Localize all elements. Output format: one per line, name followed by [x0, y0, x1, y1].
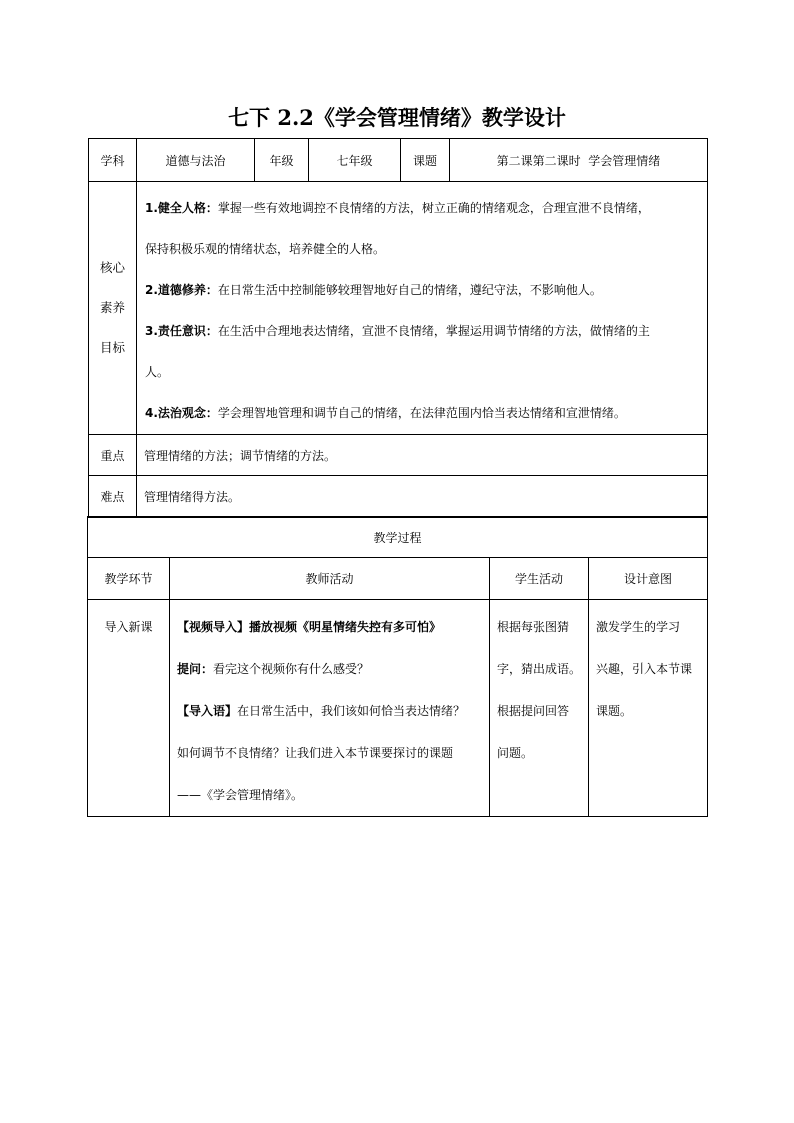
topic-label: 课题 — [401, 139, 450, 182]
process-heading-row — [88, 517, 708, 558]
stage-text: 导入新课 — [104, 620, 153, 634]
student-line: 根据每张图猜 — [497, 620, 570, 634]
grade-value: 七年级 — [309, 139, 401, 182]
goal-text: 人。 — [145, 365, 170, 379]
process-row-intro — [88, 600, 708, 817]
design-line: 兴趣，引入本节课 — [596, 662, 693, 676]
subject-value: 道德与法治 — [137, 139, 255, 182]
teacher-text: 看完这个视频你有什么感受？ — [213, 662, 370, 676]
stage-cell — [88, 600, 170, 817]
col-design-header: 设计意图 — [589, 558, 708, 600]
core-goals-content — [137, 182, 708, 435]
goal-head: 4.法治观念： — [145, 406, 218, 420]
teacher-line — [177, 774, 483, 816]
teacher-line — [177, 690, 483, 732]
col-stage-header: 教学环节 — [88, 558, 170, 600]
difficulty-text: 管理情绪得方法。 — [137, 476, 708, 518]
goal-line — [145, 229, 697, 270]
core-goals-label — [89, 182, 137, 435]
course-info-table — [88, 138, 708, 518]
goal-line — [145, 393, 697, 434]
subject-label: 学科 — [89, 139, 137, 182]
goal-text: 在生活中合理地表达情绪，宣泄不良情绪，掌握运用调节情绪的方法，做情绪的主 — [217, 324, 650, 338]
teacher-activity-cell — [170, 600, 490, 817]
goal-head: 2.道德修养： — [145, 283, 218, 297]
teacher-bold: 【导入语】 — [177, 704, 238, 718]
difficulty-label: 难点 — [89, 476, 137, 518]
key-point-row — [89, 435, 708, 476]
key-point-label: 重点 — [89, 435, 137, 476]
goal-text: 保持积极乐观的情绪状态，培养健全的人格。 — [145, 242, 386, 256]
core-goals-row — [89, 182, 708, 435]
goal-text: 在日常生活中控制能够较理智地好自己的情绪，遵纪守法，不影响他人。 — [217, 283, 602, 297]
goal-text: 掌握一些有效地调控不良情绪的方法，树立正确的情绪观念，合理宣泄不良情绪， — [217, 201, 650, 215]
goal-line — [145, 352, 697, 393]
design-intent-cell — [589, 600, 708, 817]
key-point-text: 管理情绪的方法；调节情绪的方法。 — [137, 435, 708, 476]
process-heading: 教学过程 — [88, 517, 708, 558]
teacher-line — [177, 648, 483, 690]
col-student-header: 学生活动 — [490, 558, 589, 600]
student-line: 根据提问回答 — [497, 704, 570, 718]
design-line: 激发学生的学习 — [596, 620, 681, 634]
goal-head: 3.责任意识： — [145, 324, 218, 338]
core-label-line: 核心 — [99, 260, 125, 275]
design-line: 课题。 — [596, 704, 633, 718]
document-title: 七下 2.2《学会管理情绪》教学设计 — [228, 105, 566, 130]
teaching-process-table — [87, 516, 708, 817]
teacher-line — [177, 606, 483, 648]
teacher-bold: 【视频导入】播放视频《明星情绪失控有多可怕》 — [177, 620, 442, 634]
goal-head: 1.健全人格： — [145, 201, 218, 215]
grade-label: 年级 — [255, 139, 309, 182]
difficulty-row — [89, 476, 708, 518]
goal-text: 学会理智地管理和调节自己的情绪，在法律范围内恰当表达情绪和宣泄情绪。 — [217, 406, 626, 420]
goal-line — [145, 270, 697, 311]
teacher-bold: 提问： — [177, 662, 214, 676]
teacher-line — [177, 732, 483, 774]
goal-line — [145, 188, 697, 229]
student-line: 字，猜出成语。 — [497, 662, 582, 676]
goal-line — [145, 311, 697, 352]
col-teacher-header: 教师活动 — [170, 558, 490, 600]
topic-value: 第二课第二课时 学会管理情绪 — [450, 139, 708, 182]
teacher-text: 如何调节不良情绪？让我们进入本节课要探讨的课题 — [177, 746, 454, 760]
student-line: 问题。 — [497, 746, 534, 760]
student-activity-cell — [490, 600, 589, 817]
core-label-line: 目标 — [99, 340, 125, 355]
teacher-text: ——《学会管理情绪》。 — [177, 788, 304, 802]
info-header-row — [89, 139, 708, 182]
process-columns-row — [88, 558, 708, 600]
core-label-line: 素养 — [99, 300, 125, 315]
teacher-text: 在日常生活中，我们该如何恰当表达情绪？ — [237, 704, 466, 718]
